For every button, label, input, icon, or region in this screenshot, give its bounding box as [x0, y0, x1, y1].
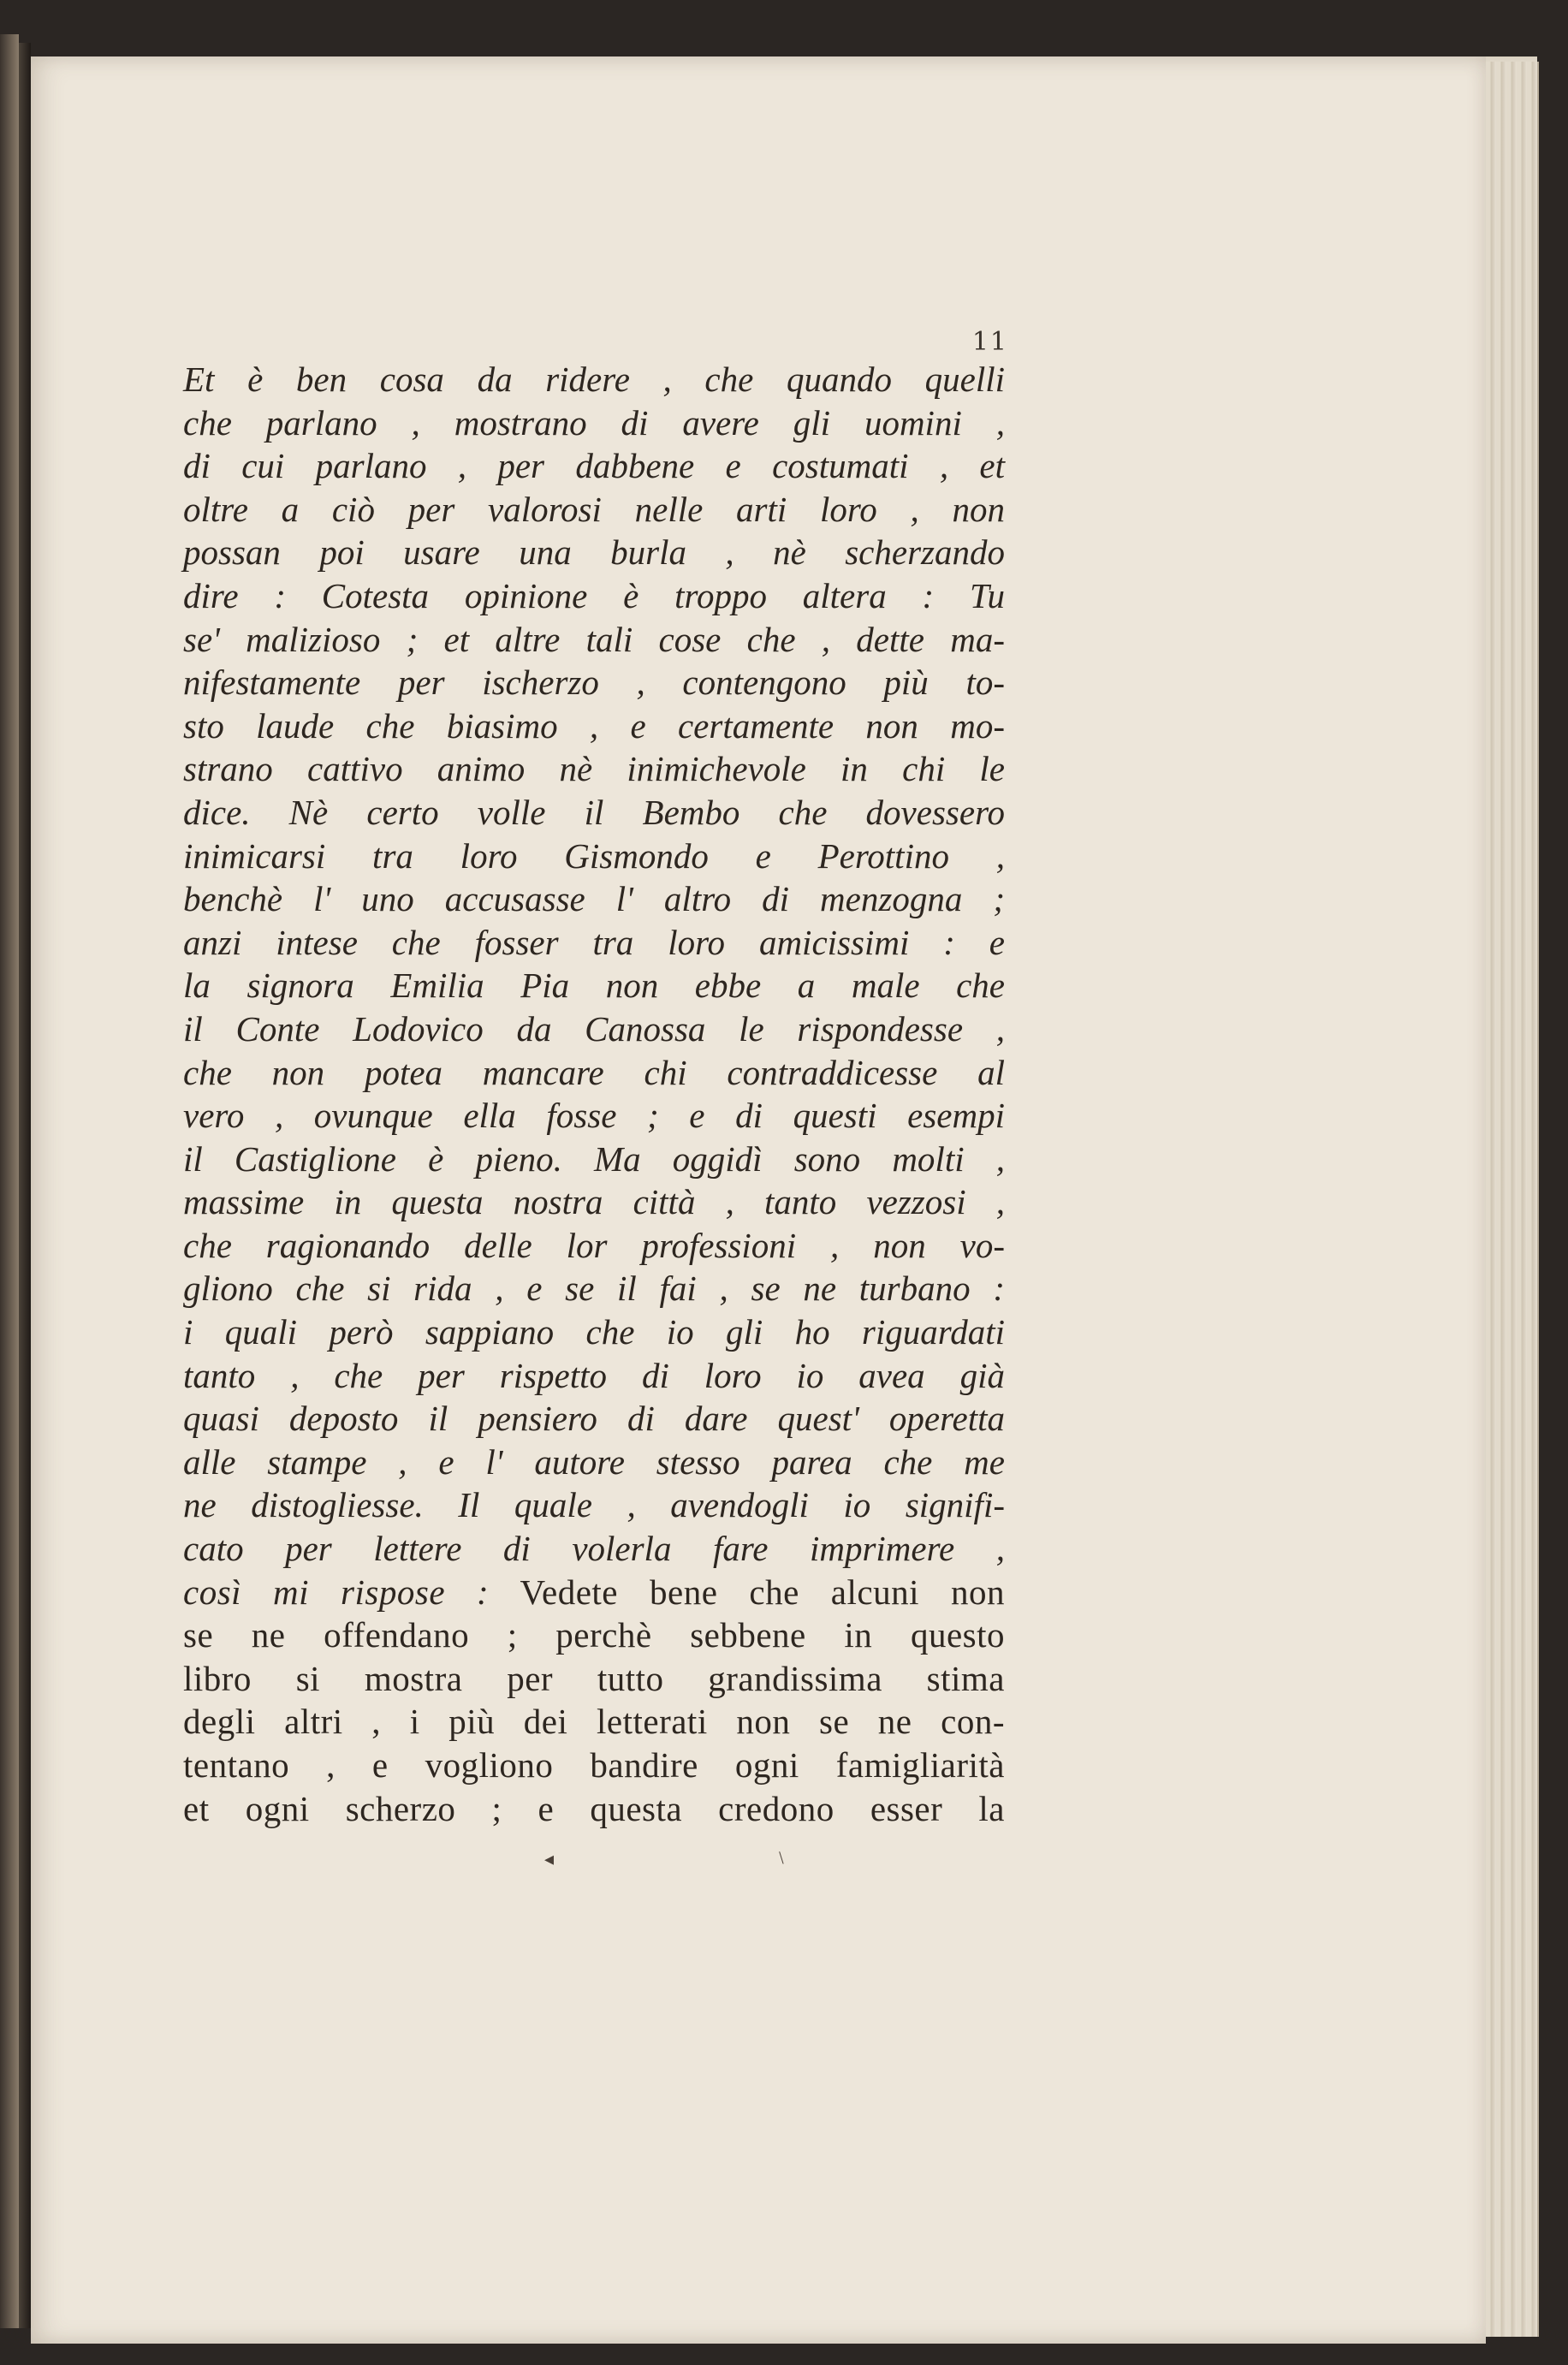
roman-phrase: Vedete bene che alcuni non — [520, 1572, 1005, 1612]
page-number: 11 — [971, 327, 1008, 357]
text-line: degli altri , i più dei letterati non se ne con- — [183, 1702, 1005, 1742]
text-line: benchè l' uno accusasse l' altro di menzogna ; — [183, 879, 1005, 919]
ink-speck-mark: ◂ — [544, 1849, 555, 1870]
text-line: tentano , e vogliono bandire ogni famigliarità — [183, 1745, 1005, 1785]
text-line: alle stampe , e l' autore stesso parea che me — [183, 1441, 1005, 1482]
text-line: dire : Cotesta opinione è troppo altera : Tu — [183, 575, 1005, 615]
text-line: che parlano , mostrano di avere gli uomini , — [183, 402, 1005, 443]
text-line: cato per lettere di volerla fare imprimere , — [183, 1529, 1005, 1569]
text-line: se ne offendano ; perchè sebbene in questo — [183, 1615, 1005, 1655]
binding-gutter — [19, 43, 31, 2328]
text-line: ne distogliesse. Il quale , avendogli io signifi- — [183, 1485, 1005, 1525]
text-line: sto laude che biasimo , e certamente non mo- — [183, 705, 1005, 746]
text-line-mixed — [183, 1571, 1005, 1614]
text-line: di cui parlano , per dabbene e costumati , et — [183, 446, 1005, 486]
text-line: se' malizioso ; et altre tali cose che , dette ma- — [183, 619, 1005, 659]
text-line: et ogni scherzo ; e questa credono esser la — [183, 1788, 1005, 1828]
text-line: possan poi usare una burla , nè scherzando — [183, 532, 1005, 573]
text-line: tanto , che per rispetto di loro io avea già — [183, 1355, 1005, 1395]
text-line: che ragionando delle lor professioni , non vo- — [183, 1225, 1005, 1265]
text-line: dice. Nè certo volle il Bembo che dovessero — [183, 792, 1005, 832]
text-line: strano cattivo animo nè inimichevole in chi le — [183, 749, 1005, 789]
text-line: massime in questa nostra città , tanto vezzosi , — [183, 1182, 1005, 1222]
text-line: anzi intese che fosser tra loro amicissimi : e — [183, 922, 1005, 962]
text-line: il Conte Lodovico da Canossa le rispondesse , — [183, 1008, 1005, 1049]
text-line: vero , ovunque ella fosse ; e di questi esempi — [183, 1096, 1005, 1136]
text-line: il Castiglione è pieno. Ma oggidì sono molti , — [183, 1138, 1005, 1179]
page-stack-edge — [1486, 62, 1539, 2337]
text-line: oltre a ciò per valorosi nelle arti loro , non — [183, 489, 1005, 529]
text-line: quasi deposto il pensiero di dare quest' operetta — [183, 1399, 1005, 1439]
text-line: inimicarsi tra loro Gismondo e Perottino , — [183, 835, 1005, 876]
ink-speck-mark: ﹨ — [772, 1846, 792, 1868]
text-line: gliono che si rida , e se il fai , se ne turbano : — [183, 1269, 1005, 1309]
text-line: Et è ben cosa da ridere , che quando quelli — [183, 360, 1005, 399]
italic-phrase: così mi rispose : — [183, 1572, 490, 1612]
text-line: i quali però sappiano che io gli ho riguardati — [183, 1312, 1005, 1352]
text-line: nifestamente per ischerzo , contengono più to- — [183, 663, 1005, 703]
text-line: la signora Emilia Pia non ebbe a male che — [183, 966, 1005, 1006]
text-line: che non potea mancare chi contraddicesse al — [183, 1052, 1005, 1092]
facing-page-edge — [0, 34, 19, 2328]
text-line: libro si mostra per tutto grandissima stima — [183, 1658, 1005, 1698]
body-text — [183, 358, 1005, 1830]
